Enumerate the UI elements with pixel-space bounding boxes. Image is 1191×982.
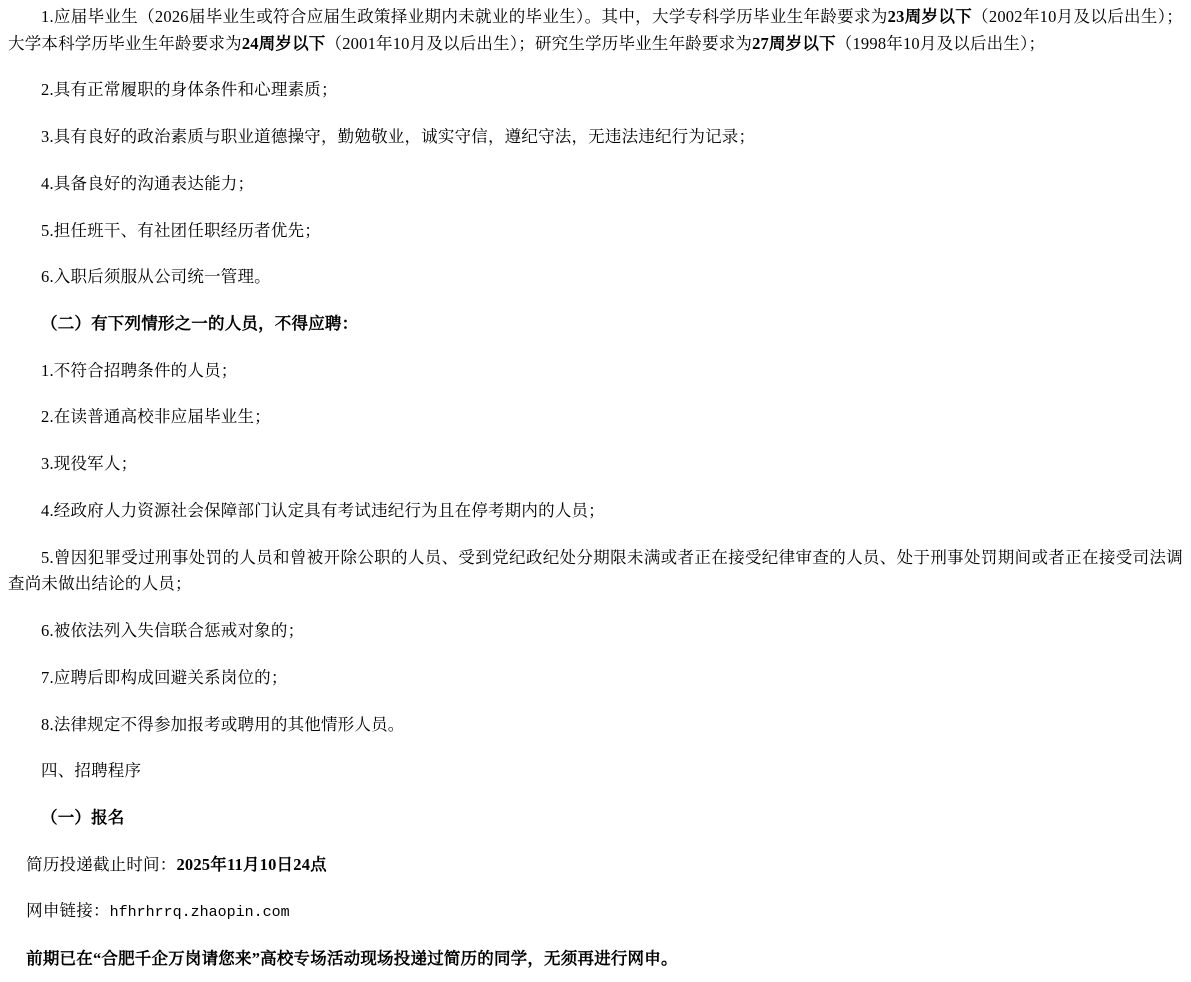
text-run: 5.担任班干、有社团任职经历者优先； [41, 220, 321, 240]
text-run: 7.应聘后即构成回避关系岗位的； [41, 667, 288, 687]
paragraph-section-4-1-heading [8, 805, 1183, 832]
paragraph-section-2-heading [8, 311, 1183, 338]
text-run: 4.经政府人力资源社会保障部门认定具有考试违纪行为且在停考期内的人员； [41, 500, 605, 520]
paragraph-section-4-heading [8, 758, 1183, 785]
paragraph-excl-7 [8, 665, 1183, 692]
text-run: （1998年10月及以后出生）； [835, 33, 1046, 53]
paragraph-req-4 [8, 171, 1183, 198]
paragraph-excl-3 [8, 451, 1183, 478]
text-run: （一）报名 [41, 807, 125, 827]
text-run: 23周岁以下 [887, 7, 973, 26]
text-run: hfhrhrrq.zhaopin.com [109, 904, 290, 922]
text-run: 简历投递截止时间： [26, 854, 177, 874]
text-run: 6.被依法列入失信联合惩戒对象的； [41, 621, 305, 641]
paragraph-excl-2 [8, 404, 1183, 431]
paragraph-excl-5 [8, 545, 1183, 598]
paragraph-req-5 [8, 218, 1183, 245]
text-run: 网申链接： [26, 901, 110, 921]
text-run: （2001年10月及以后出生）；研究生学历毕业生年龄要求为 [325, 33, 753, 53]
document-body [8, 4, 1183, 972]
text-run: 24周岁以下 [241, 33, 326, 53]
paragraph-excl-1 [8, 358, 1183, 385]
paragraph-req-1 [8, 4, 1183, 57]
paragraph-req-3 [8, 124, 1183, 151]
text-run: 1.不符合招聘条件的人员； [41, 360, 238, 380]
text-run: 4.具备良好的沟通表达能力； [41, 173, 255, 193]
text-run: 3.现役军人； [41, 454, 138, 474]
text-run: 前期已在“合肥千企万岗请您来”高校专场活动现场投递过简历的同学，无须再进行网申。 [26, 948, 678, 968]
paragraph-excl-8 [8, 712, 1183, 739]
paragraph-notice [8, 946, 1183, 973]
text-run: 27周岁以下 [752, 33, 836, 53]
paragraph-req-2 [8, 77, 1183, 104]
text-run: 2.在读普通高校非应届毕业生； [41, 407, 271, 427]
paragraph-req-6 [8, 264, 1183, 291]
paragraph-excl-6 [8, 618, 1183, 645]
text-run: 5.曾因犯罪受过刑事处罚的人员和曾被开除公职的人员、受到党纪政纪处分期限未满或者正在接受纪律审查的人员、处于刑事处罚期间或者正在接受司法调查尚未做出结论的人员； [8, 547, 1183, 594]
paragraph-apply-link [8, 898, 1183, 925]
text-run: 1.应届毕业生（2026届毕业生或符合应届生政策择业期内未就业的毕业生）。其中，大学专科学历毕业生年龄要求为 [41, 7, 888, 26]
text-run: 3.具有良好的政治素质与职业道德操守，勤勉敬业，诚实守信，遵纪守法，无违法违纪行为记录； [41, 127, 756, 147]
paragraph-excl-4 [8, 498, 1183, 525]
text-run: （二）有下列情形之一的人员，不得应聘： [41, 314, 359, 334]
text-run: 8.法律规定不得参加报考或聘用的其他情形人员。 [41, 714, 405, 734]
text-run: 2025年11月10日24点 [176, 854, 327, 874]
paragraph-deadline [8, 852, 1183, 879]
text-run: 2.具有正常履职的身体条件和心理素质； [41, 80, 338, 100]
text-run: （2002年10月及以后出生）；大学本科学历毕业生年龄要求为 [8, 7, 1183, 53]
text-run: 四、招聘程序 [41, 761, 142, 781]
text-run: 6.入职后须服从公司统一管理。 [41, 267, 271, 287]
